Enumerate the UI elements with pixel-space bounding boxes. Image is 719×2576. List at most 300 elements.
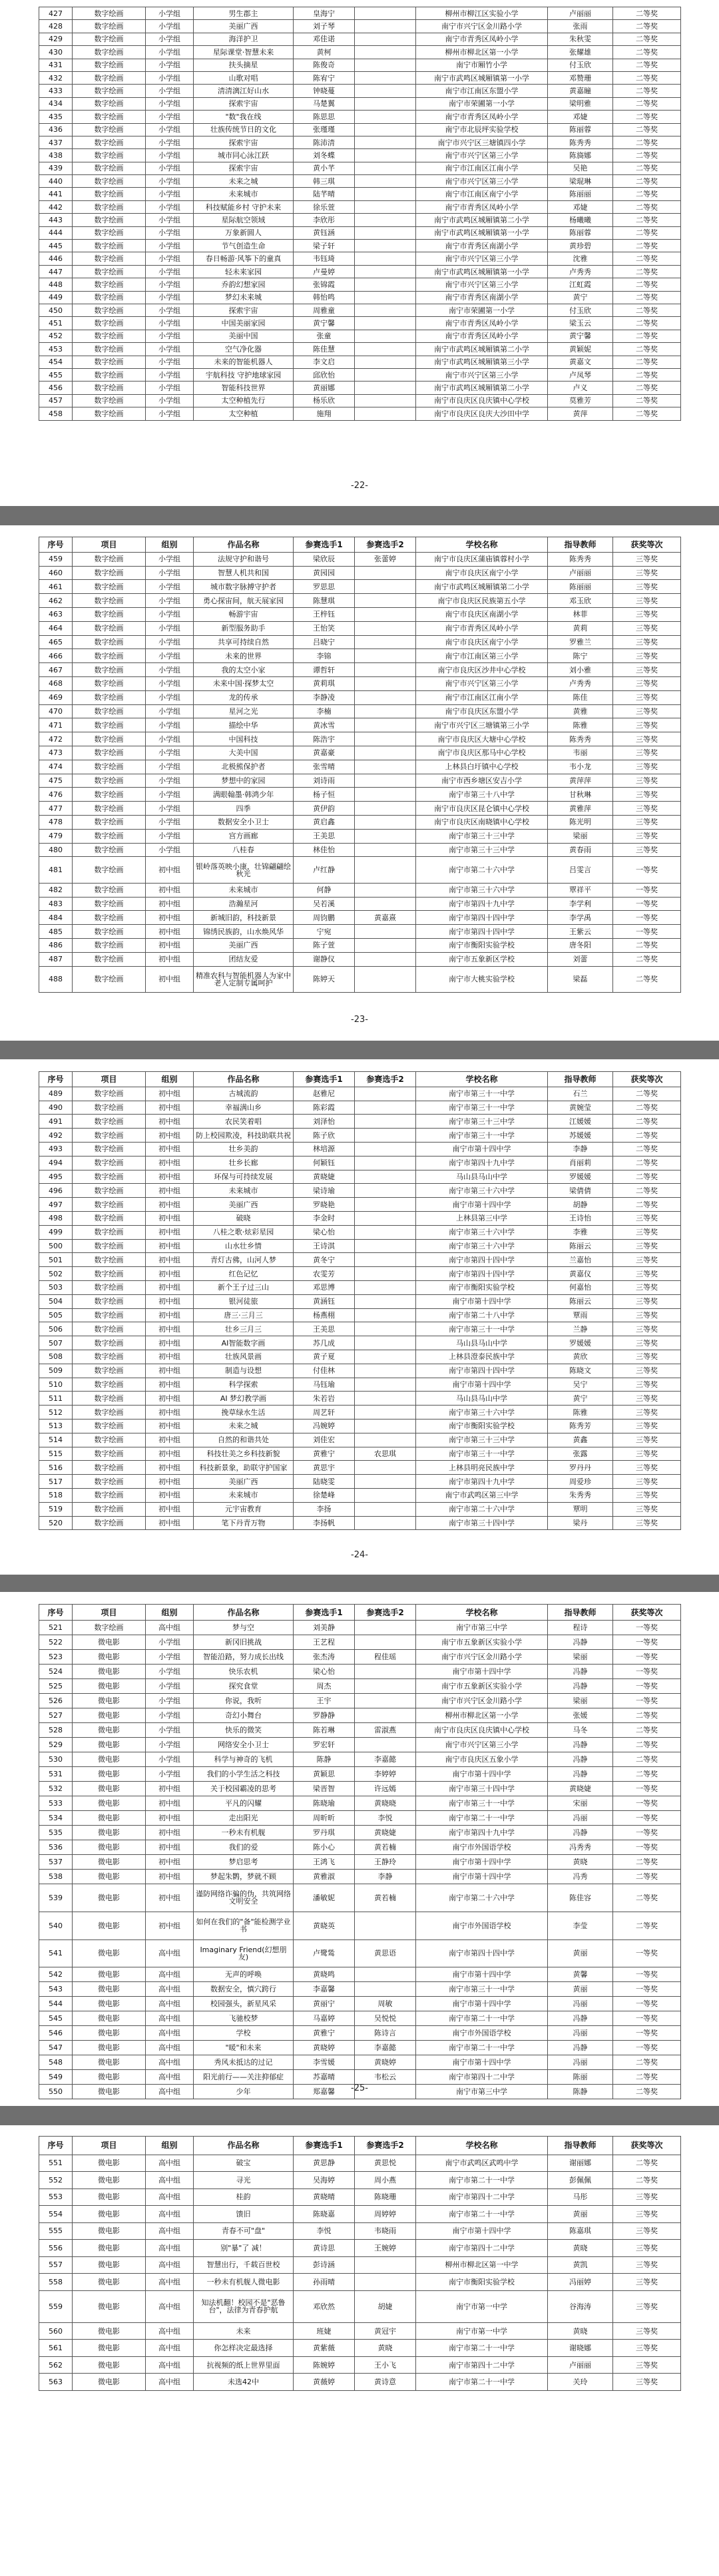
table-cell: 初中组 [146, 1267, 194, 1281]
table-cell: 小学组 [146, 7, 194, 20]
table-cell: 一等奖 [613, 1665, 681, 1679]
table-cell: 元宇宙教育 [194, 1502, 294, 1516]
table-cell [355, 966, 416, 993]
table-cell: 数字绘画 [73, 123, 146, 136]
table-row [39, 760, 681, 774]
table-cell: 高中组 [146, 2290, 194, 2322]
table-cell: 南宁市外国语学校 [416, 2026, 548, 2041]
table-row [39, 1115, 681, 1129]
table-cell: 陈诗言 [355, 2026, 416, 2041]
table-cell: 数字绘画 [73, 1211, 146, 1225]
table-cell: 数字绘画 [73, 621, 146, 635]
table-cell: 冯静 [548, 1635, 613, 1650]
table-cell: 小学组 [146, 123, 194, 136]
table-cell: 梦与空 [194, 1621, 294, 1635]
table-cell: 罗思思 [294, 580, 355, 594]
table-cell: 数字绘画 [73, 97, 146, 110]
table-cell: 南宁市第三十四中学 [416, 1516, 548, 1530]
table-cell: 李扬 [294, 1502, 355, 1516]
table-row [39, 33, 681, 45]
table-cell: 数字绘画 [73, 1488, 146, 1502]
table-cell: 南宁市武鸣区城厢镇第一小学 [416, 71, 548, 84]
table-cell: 黄紫薇 [294, 2340, 355, 2357]
table-cell: 548 [39, 2055, 73, 2070]
table-cell: 数字绘画 [73, 33, 146, 45]
table-cell: 482 [39, 883, 73, 897]
table-cell: 青灯古佛，山河人梦 [194, 1253, 294, 1267]
table-cell: 三等奖 [613, 1253, 681, 1267]
table-cell: 二等奖 [613, 382, 681, 394]
table-cell: 罗丹丹 [548, 1461, 613, 1475]
table-cell: 微电影 [73, 2356, 146, 2374]
table-cell [355, 1621, 416, 1635]
table-cell [355, 788, 416, 802]
table-cell: 校园强头，新星风采 [194, 1997, 294, 2011]
table-cell: 冯静 [548, 2041, 613, 2055]
table-cell: 521 [39, 1621, 73, 1635]
table-cell: 山水壮乡情 [194, 1239, 294, 1253]
table-cell: 487 [39, 952, 73, 966]
table-cell: 南宁市第四十九中学 [416, 1156, 548, 1170]
table-cell: 一等奖 [613, 911, 681, 925]
table-cell: 陈晓瑜 [294, 1796, 355, 1811]
table-cell: 数字绘画 [73, 1198, 146, 1212]
table-cell: 黄晓 [548, 2322, 613, 2340]
table-cell: 梦启思考 [194, 1855, 294, 1870]
table-cell: 南宁市兴宁区第三小学 [416, 1738, 548, 1752]
table-cell: 刘诗雨 [294, 774, 355, 788]
table-cell: 数字绘画 [73, 635, 146, 649]
table-cell: 南宁市第二十一中学 [416, 1811, 548, 1826]
table-cell: 南宁市兴宁区第三小学 [416, 368, 548, 381]
table-cell: 关玲 [548, 2374, 613, 2391]
table-cell: 数字绘画 [73, 226, 146, 239]
table-cell: 南宁市第三十一中学 [416, 1322, 548, 1336]
table-cell: 551 [39, 2155, 73, 2172]
table-cell [355, 20, 416, 33]
table-cell: 三等奖 [613, 1225, 681, 1239]
table-cell: 奇幻小舞台 [194, 1708, 294, 1723]
table-cell: 韦丽 [548, 746, 613, 760]
table-cell: 542 [39, 1967, 73, 1982]
table-cell: 初中组 [146, 1461, 194, 1475]
table-cell: 三等奖 [613, 788, 681, 802]
table-cell: 李雅 [548, 1225, 613, 1239]
column-header: 参赛选手2 [355, 2137, 416, 2155]
table-cell: 初中组 [146, 1156, 194, 1170]
table-cell: 南宁市第二十一中学 [416, 2041, 548, 2055]
table-cell: 未选42中 [194, 2374, 294, 2391]
table-cell: 张雪晴 [294, 760, 355, 774]
table-cell: 435 [39, 111, 73, 123]
table-cell: 数字绘画 [73, 815, 146, 829]
table-cell: 王美思 [294, 829, 355, 843]
table-cell: 陈子萱 [294, 939, 355, 953]
table-cell: 南宁市武鸣区城厢镇第二小学 [416, 382, 548, 394]
table-cell: 周钧鹏 [294, 911, 355, 925]
table-cell: 493 [39, 1142, 73, 1156]
table-cell: 552 [39, 2172, 73, 2189]
table-cell: 罗静静 [294, 1708, 355, 1723]
table-cell: 微电影 [73, 2206, 146, 2223]
column-header: 项目 [73, 537, 146, 553]
table-cell: 黄宁馨 [548, 330, 613, 342]
table-cell: 504 [39, 1294, 73, 1308]
table-row [39, 265, 681, 278]
table-cell: 黄颖妮 [548, 343, 613, 356]
table-cell: 农思琪 [355, 1447, 416, 1461]
table-row [39, 1129, 681, 1143]
table-row [39, 394, 681, 407]
column-header: 参赛选手2 [355, 1605, 416, 1621]
table-cell: 数字绘画 [73, 1170, 146, 1184]
table-cell: 三等奖 [613, 704, 681, 718]
table-cell: 554 [39, 2206, 73, 2223]
table-cell: 杨燕栩 [294, 1308, 355, 1322]
table-cell: 502 [39, 1267, 73, 1281]
table-cell: 黄雅萍 [548, 802, 613, 816]
table-cell: 三等奖 [613, 676, 681, 690]
table-cell: 红色记忆 [194, 1267, 294, 1281]
table-row [39, 1156, 681, 1170]
table-cell [355, 815, 416, 829]
table-cell: 小学组 [146, 111, 194, 123]
table-row [39, 663, 681, 677]
table-cell: 梁欣辰 [294, 552, 355, 566]
column-header: 序号 [39, 1605, 73, 1621]
table-cell: 530 [39, 1752, 73, 1767]
table-cell: 陈丽 [548, 2070, 613, 2085]
table-cell: 微电影 [73, 2322, 146, 2340]
table-row [39, 621, 681, 635]
table-cell: 黄晓 [548, 1855, 613, 1870]
table-cell: 二等奖 [613, 1156, 681, 1170]
table-cell: 卢秀秀 [548, 676, 613, 690]
table-cell: 黄丽 [548, 2206, 613, 2223]
table-cell: 陈静 [294, 1752, 355, 1767]
table-cell: 微电影 [73, 1708, 146, 1723]
table-cell [355, 774, 416, 788]
table-cell [355, 85, 416, 97]
column-header: 参赛选手1 [294, 1605, 355, 1621]
table-cell: 微电影 [73, 1840, 146, 1855]
table-cell: 卢曼婷 [294, 265, 355, 278]
table-cell: 数字绘画 [73, 1516, 146, 1530]
table-cell: 畅游宇宙 [194, 607, 294, 621]
table-cell: 535 [39, 1826, 73, 1840]
table-cell: 499 [39, 1225, 73, 1239]
table-cell: 周爱珍 [548, 1475, 613, 1489]
table-cell: 497 [39, 1198, 73, 1212]
document-page [0, 1592, 719, 2106]
table-cell: 扶头摘星 [194, 59, 294, 71]
table-cell: 馈旧 [194, 2206, 294, 2223]
table-cell: 周杰 [294, 1679, 355, 1694]
table-cell: 罗宏轩 [294, 1738, 355, 1752]
table-cell: 445 [39, 240, 73, 252]
table-cell: 二等奖 [613, 2085, 681, 2099]
table-cell: 陈秀芳 [548, 1419, 613, 1433]
table-row [39, 1294, 681, 1308]
table-cell: 李静 [355, 1870, 416, 1884]
table-cell: 500 [39, 1239, 73, 1253]
table-cell: 黄凯 [548, 2256, 613, 2274]
table-cell: 初中组 [146, 925, 194, 939]
table-cell: 489 [39, 1087, 73, 1101]
table-cell: 精准农科与智能机器人为家中老人定制专属呵护 [194, 966, 294, 993]
table-cell [355, 1280, 416, 1294]
table-cell: 梁倩倩 [548, 1184, 613, 1198]
table-cell: 微电影 [73, 2374, 146, 2391]
column-header: 序号 [39, 2137, 73, 2155]
table-cell: 南宁市兴宁区金川路小学 [416, 1650, 548, 1665]
table-cell: 456 [39, 382, 73, 394]
table-cell: 数字绘画 [73, 925, 146, 939]
table-row [39, 85, 681, 97]
table-cell: 初中组 [146, 1378, 194, 1392]
table-cell: 冯静 [548, 1752, 613, 1767]
table-cell: 冯丽 [548, 2026, 613, 2041]
table-cell: 南宁市第十四中学 [416, 1997, 548, 2011]
table-cell: 何静 [294, 883, 355, 897]
table-cell: 数字绘画 [73, 368, 146, 381]
table-cell: 未来之城 [194, 1419, 294, 1433]
table-cell: 初中组 [146, 1322, 194, 1336]
table-row [39, 407, 681, 420]
table-cell: 小学组 [146, 291, 194, 304]
table-cell: 陈光明 [548, 815, 613, 829]
table-cell: 三等奖 [613, 802, 681, 816]
table-cell: 走出阳光 [194, 1811, 294, 1826]
table-cell: 冯婉婷 [294, 1419, 355, 1433]
table-cell: 王诗怡 [548, 1211, 613, 1225]
table-cell: 冯静 [548, 1767, 613, 1782]
table-row [39, 226, 681, 239]
table-cell: 谢晓娜 [548, 2340, 613, 2357]
table-cell: 473 [39, 746, 73, 760]
table-cell: 三等奖 [613, 663, 681, 677]
table-cell: 黄晓婷 [294, 2041, 355, 2055]
table-cell: 南宁市良庆区良庆大沙田中学 [416, 407, 548, 420]
table-cell: 未来中国·探梦太空 [194, 676, 294, 690]
table-cell: 笔下丹青万物 [194, 1516, 294, 1530]
table-cell: 二等奖 [613, 1142, 681, 1156]
table-cell: 山歌对唱 [194, 71, 294, 84]
table-cell: 李学禹 [548, 911, 613, 925]
table-cell: 431 [39, 59, 73, 71]
table-cell: 数据安全小卫士 [194, 815, 294, 829]
table-cell: 541 [39, 1939, 73, 1967]
table-cell: 李欣彤 [294, 214, 355, 226]
table-cell: 梁丹 [548, 1516, 613, 1530]
table-cell: 南宁市第三十一中学 [416, 1129, 548, 1143]
table-row [39, 1142, 681, 1156]
table-cell: 南宁市荣圃第一小学 [416, 97, 548, 110]
table-cell: AI智能数字画 [194, 1336, 294, 1350]
table-cell: 科技新景象，助联守护国家 [194, 1461, 294, 1475]
table-cell: 三等奖 [613, 1516, 681, 1530]
table-cell [355, 394, 416, 407]
table-cell: 469 [39, 690, 73, 704]
table-cell: 高中组 [146, 2374, 194, 2391]
table-cell: 一等奖 [613, 1939, 681, 1967]
table-cell: 黄晓英 [294, 1912, 355, 1939]
table-cell: 南宁市第十四中学 [416, 2055, 548, 2070]
table-cell: 探究食堂 [194, 1679, 294, 1694]
table-cell: 492 [39, 1129, 73, 1143]
table-cell: 微电影 [73, 2222, 146, 2240]
table-cell: 陈晓嘉 [294, 2206, 355, 2223]
table-cell: 古城流韵 [194, 1087, 294, 1101]
table-row [39, 1267, 681, 1281]
table-cell: 初中组 [146, 883, 194, 897]
table-cell: 数字绘画 [73, 1350, 146, 1364]
table-cell: "数"我在线 [194, 111, 294, 123]
table-row [39, 897, 681, 911]
table-cell: 数字绘画 [73, 676, 146, 690]
table-cell: 501 [39, 1253, 73, 1267]
table-cell: 441 [39, 188, 73, 200]
table-row [39, 843, 681, 857]
table-cell: 454 [39, 356, 73, 368]
table-cell: 未来城市 [194, 883, 294, 897]
table-cell: 三等奖 [613, 1447, 681, 1461]
table-cell: 苏媛媛 [548, 1129, 613, 1143]
table-cell [355, 952, 416, 966]
table-cell: 美丽中国 [194, 330, 294, 342]
column-header: 参赛选手1 [294, 537, 355, 553]
table-cell: 小学组 [146, 663, 194, 677]
table-cell: 480 [39, 843, 73, 857]
table-row [39, 580, 681, 594]
table-cell: 477 [39, 802, 73, 816]
table-cell: 初中组 [146, 1516, 194, 1530]
table-cell: 胡静 [548, 1198, 613, 1212]
table-cell: 苏嘉晴 [294, 2070, 355, 2085]
table-cell: 初中组 [146, 1253, 194, 1267]
table-cell: 南宁市第四十四中学 [416, 1253, 548, 1267]
table-cell: 数字绘画 [73, 214, 146, 226]
table-cell: 江媛媛 [548, 1115, 613, 1129]
table-cell: 南宁市第十四中学 [416, 1967, 548, 1982]
table-cell: 冯秀 [548, 1870, 613, 1884]
table-cell: 550 [39, 2085, 73, 2099]
table-cell [355, 1665, 416, 1679]
table-cell [355, 162, 416, 174]
table-cell: 黄思宇 [294, 1461, 355, 1475]
table-header-row [39, 1605, 681, 1621]
table-cell: 智慧人机共和国 [194, 566, 294, 580]
table-cell: 二等奖 [613, 136, 681, 148]
table-cell: 553 [39, 2189, 73, 2206]
table-row [39, 718, 681, 732]
table-cell: 数字绘画 [73, 149, 146, 162]
table-row [39, 1708, 681, 1723]
table-row [39, 1870, 681, 1884]
table-cell: 北极熊保护者 [194, 760, 294, 774]
table-cell: 冯静 [548, 1679, 613, 1694]
table-cell: 数字绘画 [73, 46, 146, 59]
table-cell: 李嘉馨 [294, 1982, 355, 1997]
table-cell: 南宁市第三十八中学 [416, 788, 548, 802]
table-cell: 二等奖 [613, 407, 681, 420]
table-cell: 小学组 [146, 802, 194, 816]
table-cell [355, 356, 416, 368]
table-cell: 小学组 [146, 760, 194, 774]
table-cell: 数字绘画 [73, 1280, 146, 1294]
table-cell: 黄伊韵 [294, 802, 355, 816]
table-cell: 张媛 [548, 1708, 613, 1723]
table-row [39, 1322, 681, 1336]
table-cell: 南宁市外国语学校 [416, 1840, 548, 1855]
table-cell: 南宁市五象新区实验小学 [416, 1679, 548, 1694]
table-cell: 小学组 [146, 594, 194, 608]
table-cell: 南宁市第一中学 [416, 2322, 548, 2340]
table-cell: 509 [39, 1364, 73, 1378]
table-cell: 刘蕾 [548, 952, 613, 966]
table-cell: 南宁市兴宁区三塘镇四小学 [416, 136, 548, 148]
table-cell: 大美中国 [194, 746, 294, 760]
table-cell: 数字绘画 [73, 1336, 146, 1350]
table-cell: 初中组 [146, 1087, 194, 1101]
table-cell: 黄晓婕 [548, 1782, 613, 1796]
table-cell: 数字绘画 [73, 552, 146, 566]
table-cell: 陈丽云 [548, 1294, 613, 1308]
table-cell: 陆芊晴 [294, 188, 355, 200]
table-row [39, 1796, 681, 1811]
table-cell: 数字绘画 [73, 1502, 146, 1516]
table-cell: 429 [39, 33, 73, 45]
table-cell: 三等奖 [613, 2274, 681, 2291]
table-cell: 陈秀秀 [548, 732, 613, 746]
table-cell: 数字绘画 [73, 356, 146, 368]
table-cell: 二等奖 [613, 2070, 681, 2085]
table-row [39, 1694, 681, 1708]
table-cell: 小学组 [146, 343, 194, 356]
table-cell: 韦松云 [355, 2070, 416, 2085]
table-cell: 南宁市第十四中学 [416, 1767, 548, 1782]
table-cell: 梁琨琳 [548, 175, 613, 188]
table-cell: 王紫云 [548, 925, 613, 939]
table-cell: 智慧出行，千载百世校 [194, 2256, 294, 2274]
table-cell: 南宁市衡阳实验学校 [416, 939, 548, 953]
table-row [39, 123, 681, 136]
table-cell: 城市同心泳江跃 [194, 149, 294, 162]
table-cell: 南宁市西乡塘区安吉小学 [416, 774, 548, 788]
table-cell: 434 [39, 97, 73, 110]
table-cell: 小学组 [146, 552, 194, 566]
table-cell: 505 [39, 1308, 73, 1322]
table-cell: 小学组 [146, 607, 194, 621]
table-cell: 南宁市第三十一中学 [416, 1087, 548, 1101]
table-cell: 男生郡主 [194, 7, 294, 20]
page-number: -25- [351, 2083, 368, 2093]
table-row [39, 1101, 681, 1115]
table-row [39, 802, 681, 816]
column-header: 项目 [73, 2137, 146, 2155]
table-cell: 517 [39, 1475, 73, 1489]
table-cell: 南宁市良庆区南晓镇中心学校 [416, 815, 548, 829]
table-cell [355, 1635, 416, 1650]
table-cell: 558 [39, 2274, 73, 2291]
table-cell: 452 [39, 330, 73, 342]
table-cell [355, 1267, 416, 1281]
table-cell: 微电影 [73, 2290, 146, 2322]
table-cell: 二等奖 [613, 149, 681, 162]
table-cell: 黄晓晴 [294, 2189, 355, 2206]
column-header: 作品名称 [194, 2137, 294, 2155]
table-cell: 南宁市第二十一中学 [416, 2374, 548, 2391]
